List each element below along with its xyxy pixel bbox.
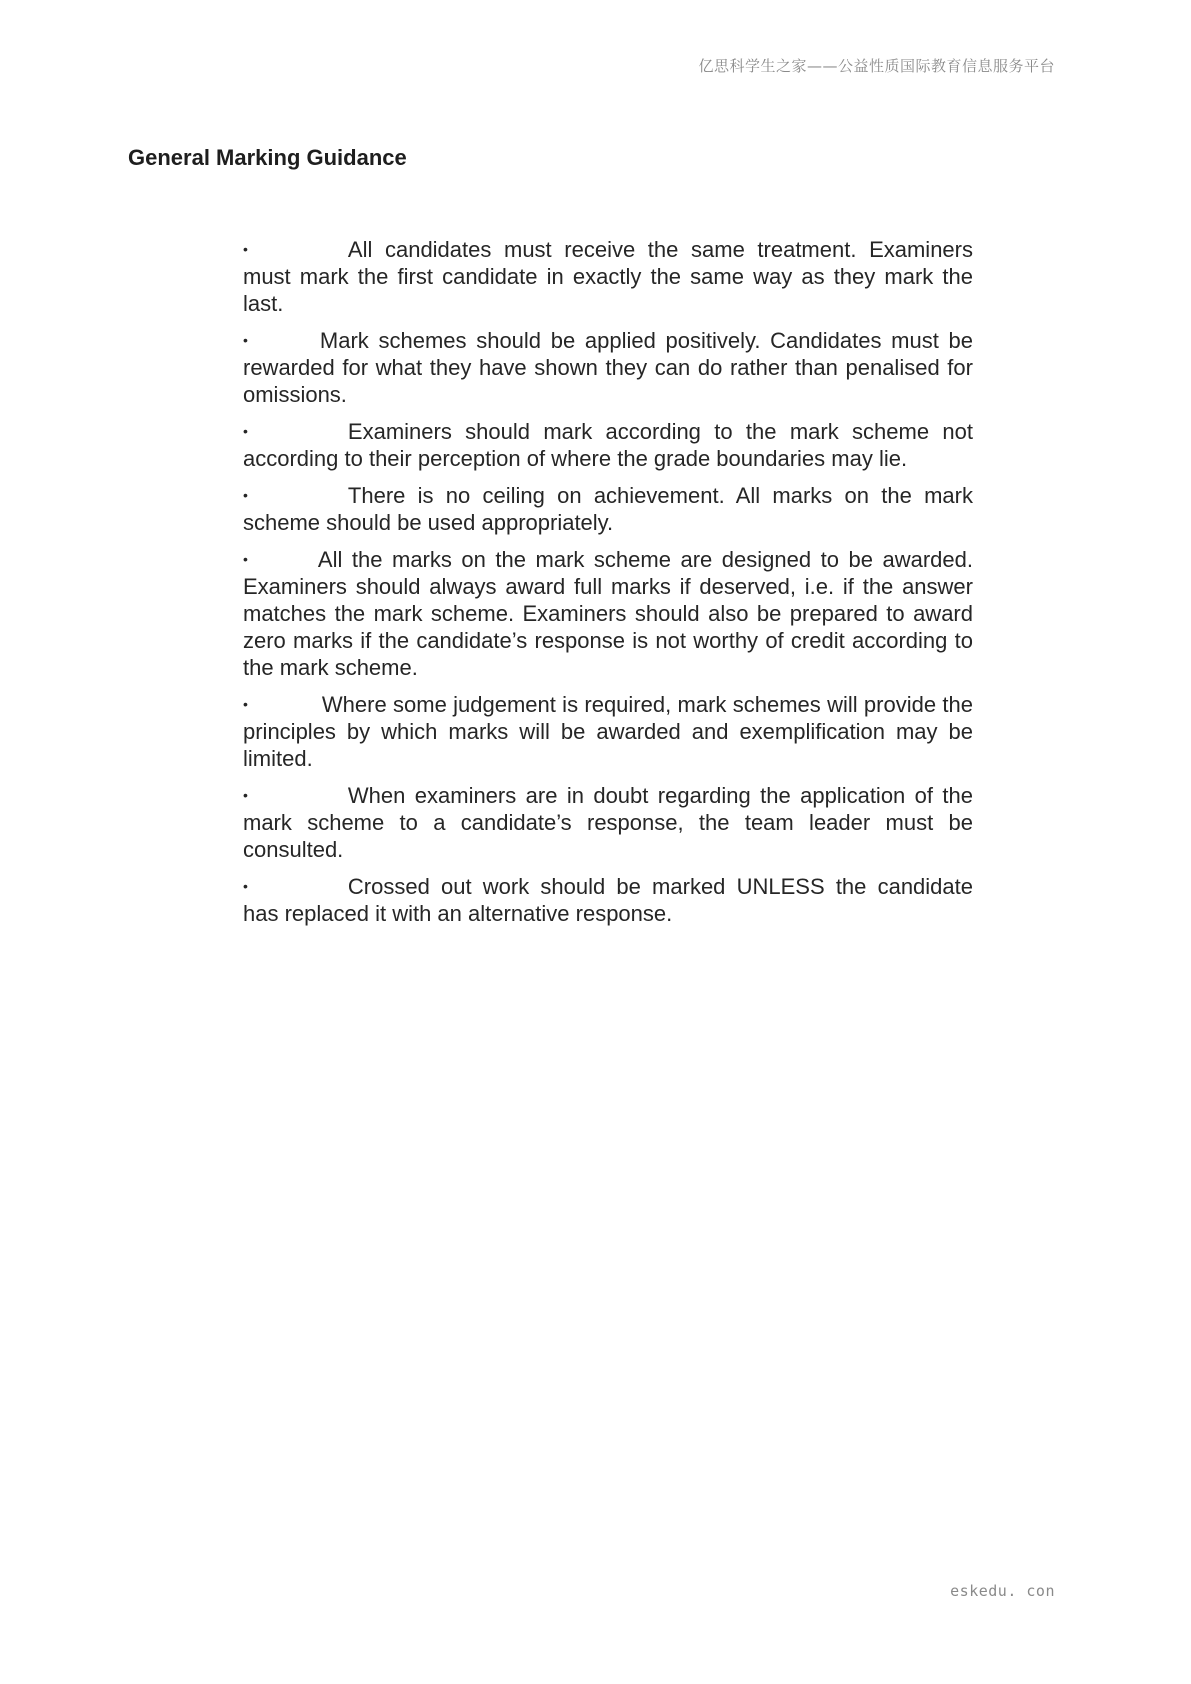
bullet-icon: • <box>243 487 248 503</box>
guidance-item-text: Where some judgement is required, mark schemes will provide the principles by which marks will be awarded and exemplification may be limited. <box>243 692 973 771</box>
bullet-icon: • <box>243 551 248 567</box>
bullet-icon: • <box>243 787 248 803</box>
page-header-text: 亿思科学生之家——公益性质国际教育信息服务平台 <box>698 57 1055 75</box>
guidance-item-1 <box>243 236 973 317</box>
guidance-item-text: All candidates must receive the same treatment. Examiners must mark the first candidate in exactly the same way as they mark the last. <box>243 237 973 316</box>
guidance-list <box>243 236 973 937</box>
guidance-item-5 <box>243 546 973 681</box>
guidance-item-2 <box>243 327 973 408</box>
page-footer-text: eskedu. con <box>950 1582 1055 1600</box>
guidance-item-text: Crossed out work should be marked UNLESS the candidate has replaced it with an alternative response. <box>243 874 973 926</box>
bullet-icon: • <box>243 878 248 894</box>
bullet-icon: • <box>243 241 248 257</box>
guidance-item-6 <box>243 691 973 772</box>
guidance-item-4 <box>243 482 973 536</box>
guidance-item-text: There is no ceiling on achievement. All marks on the mark scheme should be used appropriately. <box>243 483 973 535</box>
bullet-icon: • <box>243 423 248 439</box>
bullet-icon: • <box>243 332 248 348</box>
guidance-item-8 <box>243 873 973 927</box>
guidance-item-text: When examiners are in doubt regarding the application of the mark scheme to a candidate’s response, the team leader must be consulted. <box>243 783 973 862</box>
guidance-item-7 <box>243 782 973 863</box>
bullet-icon: • <box>243 696 248 712</box>
guidance-item-text: Mark schemes should be applied positively. Candidates must be rewarded for what they have shown they can do rather than penalised for omissions. <box>243 328 973 407</box>
page-title: General Marking Guidance <box>128 145 407 170</box>
guidance-item-text: Examiners should mark according to the mark scheme not according to their perception of where the grade boundaries may lie. <box>243 419 973 471</box>
guidance-item-3 <box>243 418 973 472</box>
guidance-item-text: All the marks on the mark scheme are designed to be awarded. Examiners should always award full marks if deserved, i.e. if the answer matches the mark scheme. Examiners should also be prepared to award zero marks if the candidate’s response is not worthy of credit according to the mark scheme. <box>243 547 973 680</box>
